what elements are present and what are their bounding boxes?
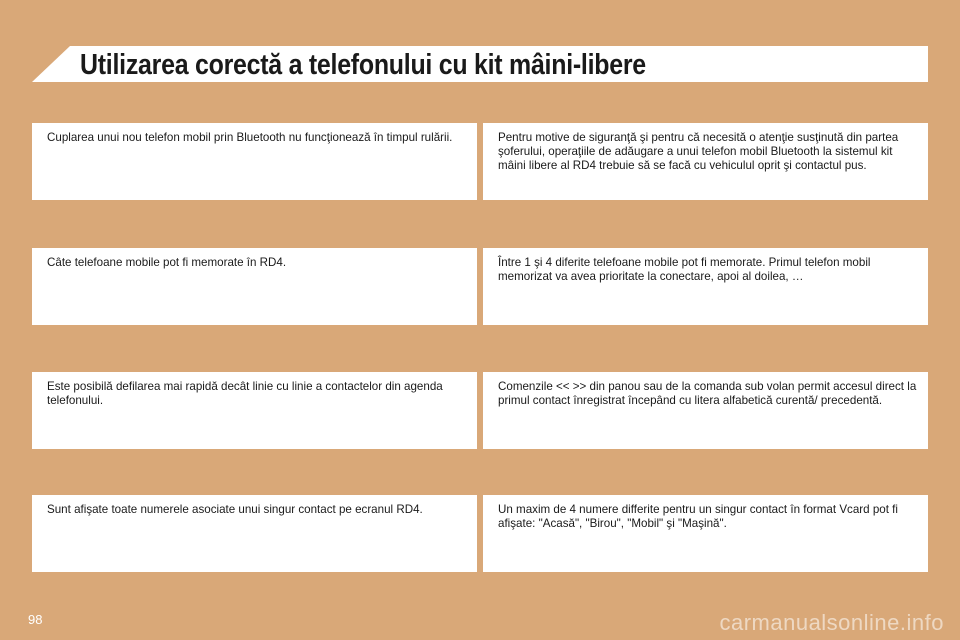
watermark: carmanualsonline.info: [719, 610, 944, 635]
question-box-1: Cuplarea unui nou telefon mobil prin Bluetooth nu funcţionează în timpul rulării.: [32, 123, 477, 200]
page-number: 98: [28, 612, 43, 627]
question-box-2: Câte telefoane mobile pot fi memorate în RD4.: [32, 248, 477, 325]
answer-box-1: Pentru motive de siguranţă şi pentru că necesită o atenţie susţinută din partea şoferului, operaţiile de adăugare a unui telefon mobil Bluetooth la sistemul kit mâini libere al RD4 trebuie să se facă cu vehiculul oprit şi contactul pus.: [483, 123, 928, 200]
question-box-4: Sunt afişate toate numerele asociate unui singur contact pe ecranul RD4.: [32, 495, 477, 572]
answer-box-2: Între 1 şi 4 diferite telefoane mobile pot fi memorate. Primul telefon mobil memorizat va avea prioritate la conectare, apoi al doilea, …: [483, 248, 928, 325]
page-title: Utilizarea corectă a telefonului cu kit mâini-libere: [80, 49, 646, 81]
question-box-3: Este posibilă defilarea mai rapidă decât linie cu linie a contactelor din agenda telefonului.: [32, 372, 477, 449]
answer-box-4: Un maxim de 4 numere differite pentru un singur contact în format Vcard pot fi afişate: "Acasă", "Birou", "Mobil" şi "Maşină".: [483, 495, 928, 572]
answer-box-3: Comenzile << >> din panou sau de la comanda sub volan permit accesul direct la primul contact înregistrat începând cu litera alfabetică curentă/ precedentă.: [483, 372, 928, 449]
